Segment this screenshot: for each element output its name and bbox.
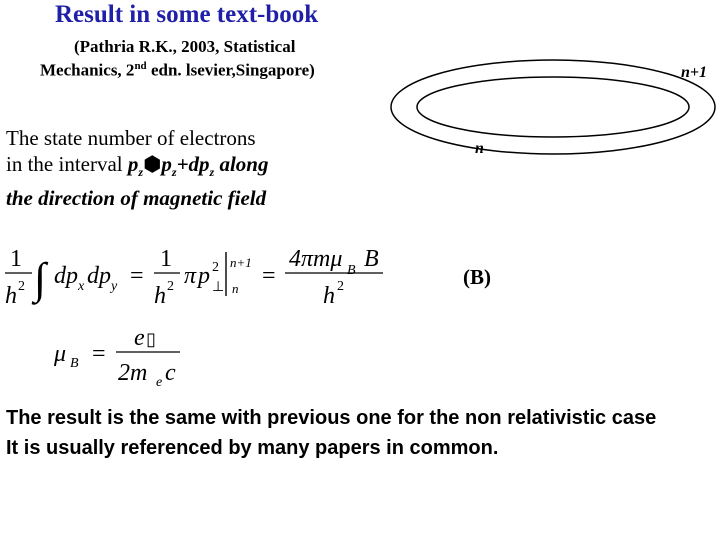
eq1-perp: ⊥ <box>212 280 225 295</box>
eq1-upper: n+1 <box>230 255 252 270</box>
eq2-den-sub: e <box>156 375 163 390</box>
eq1-rhs-b: B <box>364 246 379 272</box>
eq1-x-sub: x <box>78 279 85 294</box>
eq1-dpy: dp <box>87 263 111 289</box>
eq2-mu: μ <box>54 341 67 367</box>
eq1-pi: π <box>184 263 197 289</box>
eq1-mid-den: h <box>154 283 166 309</box>
eq2-den: 2m <box>118 360 148 386</box>
eq1-p-sup: 2 <box>212 260 219 275</box>
eq1-equals-2: = <box>262 263 276 289</box>
equation-2 <box>53 325 180 390</box>
eq2-box: ▯ <box>146 329 156 349</box>
label-b: (B) <box>463 265 491 289</box>
slide-title: Result in some text-book <box>55 1 319 28</box>
state-line-2-suffix: along <box>214 152 269 176</box>
eq1-p: p <box>198 263 210 289</box>
eq1-rhs-den: h <box>323 283 335 309</box>
reference-line-2-sup: nd <box>134 60 147 72</box>
eq1-y-sub: y <box>111 279 118 294</box>
eq1-mid-den-sup: 2 <box>167 279 174 294</box>
pz2-symbol: p <box>161 152 172 176</box>
label-n-plus-1: n+1 <box>681 64 708 81</box>
pz-sub: z <box>138 165 144 180</box>
eq2-c: c <box>165 360 176 386</box>
eq1-lhs-num: 1 <box>10 246 22 272</box>
eq1-lower: n <box>232 281 239 296</box>
pz2-sub: z <box>171 165 177 180</box>
pz-symbol: p <box>127 152 139 176</box>
eq1-rhs-num: 4πmμ <box>289 246 343 272</box>
result-text <box>6 403 656 463</box>
reference-line-2-suffix: edn. lsevier,Singapore) <box>146 60 315 80</box>
eq1-dpx: dp <box>54 263 78 289</box>
dpz-sub: z <box>209 165 215 180</box>
eq1-integral: ∫ <box>34 254 47 303</box>
state-line-3-text: the direction of magnetic field <box>6 186 267 211</box>
eq1-lhs-den: h <box>5 283 17 309</box>
label-n: n <box>475 140 484 157</box>
equation-1 <box>5 246 383 309</box>
eq1-lhs-den-sup: 2 <box>18 279 25 294</box>
eq1-mid-num: 1 <box>160 246 172 272</box>
eq2-equals: = <box>92 341 106 367</box>
eq1-rhs-sub: B <box>347 263 356 278</box>
result-line-2: It is usually referenced by many papers in common. <box>6 437 499 459</box>
reference-line-1: (Pathria R.K., 2003, Statistical <box>74 37 296 56</box>
state-line-2-prefix: in the interval <box>6 152 128 176</box>
reference-line-2-prefix: Mechanics, 2 <box>40 60 135 80</box>
state-line-1: The state number of electrons <box>6 126 256 150</box>
interval-symbol: ⬢ <box>143 152 162 176</box>
eq1-equals: = <box>130 263 144 289</box>
result-line-1: The result is the same with previous one for the non relativistic case <box>6 407 657 429</box>
eq2-num: e <box>134 325 145 351</box>
eq2-sub: B <box>70 356 79 371</box>
plus-dp: +dp <box>176 152 210 176</box>
eq1-rhs-den-sup: 2 <box>337 279 344 294</box>
